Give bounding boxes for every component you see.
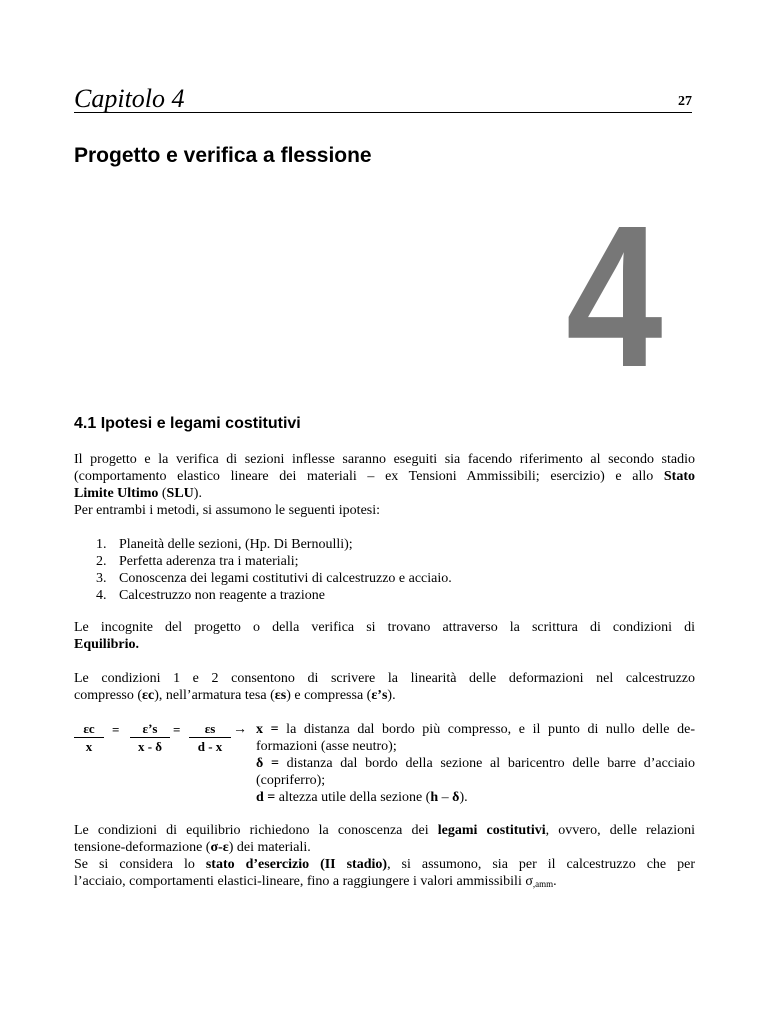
definition-x-line-2: formazioni (asse neutro); bbox=[256, 739, 397, 754]
epsilon-s-prime-symbol: ε’s bbox=[371, 688, 388, 703]
conditions-line-2: compresso (εc), nell’armatura tesa (εs) e compressa (ε’s). bbox=[74, 688, 396, 703]
epsilon-c-symbol: εc bbox=[142, 688, 155, 703]
equals-sign-2: = bbox=[173, 722, 181, 737]
fraction-3-denominator: d - x bbox=[197, 739, 223, 754]
section-heading: 4.1 Ipotesi e legami costitutivi bbox=[74, 415, 301, 432]
fraction-3 bbox=[189, 721, 231, 754]
fraction-2 bbox=[130, 721, 170, 754]
intro-line-4: Per entrambi i metodi, si assumono le seguenti ipotesi: bbox=[74, 503, 381, 518]
unknowns-paragraph bbox=[74, 619, 695, 653]
epsilon-s-symbol: εs bbox=[274, 688, 287, 703]
list-item: 4. Calcestruzzo non reagente a trazione bbox=[96, 588, 326, 603]
fraction-1 bbox=[74, 721, 104, 754]
fraction-2-numerator: ε’s bbox=[130, 721, 170, 738]
unknowns-line-2: Equilibrio. bbox=[74, 637, 139, 652]
chapter-number-graphic: 4 bbox=[566, 183, 660, 409]
page-header bbox=[74, 86, 692, 113]
intro-line-3: Limite Ultimo (SLU). bbox=[74, 486, 202, 501]
list-item: 2. Perfetta aderenza tra i materiali; bbox=[96, 554, 299, 569]
list-item: 1. Planeità delle sezioni, (Hp. Di Bernoulli); bbox=[96, 537, 353, 552]
definition-delta-line-2: (copriferro); bbox=[256, 773, 326, 788]
conditions-paragraph bbox=[74, 670, 695, 704]
unknowns-line-1: Le incognite del progetto o della verifica si trovano attraverso la scrittura di condizioni di bbox=[74, 620, 695, 635]
page-number: 27 bbox=[678, 94, 692, 109]
list-item: 3. Conoscenza dei legami costitutivi di calcestruzzo e acciaio. bbox=[96, 571, 452, 586]
conditions-line-1: Le condizioni 1 e 2 consentono di scrivere la linearità delle deformazioni nel calcestruzzo bbox=[74, 671, 695, 686]
fraction-2-denominator: x - δ bbox=[137, 739, 163, 754]
equilibrium-line-4: l’acciaio, comportamenti elastici-lineare, fino a raggiungere i valori ammissibili $\sigma_{,amm}$. bbox=[74, 874, 557, 889]
intro-paragraph bbox=[74, 451, 695, 519]
intro-line-2: (comportamento elastico lineare dei materiali – ex Tensioni Ammissibili; esercizio) e allo Stato bbox=[74, 469, 695, 484]
hypotheses-list bbox=[96, 536, 452, 604]
right-arrow-icon: → bbox=[233, 722, 247, 737]
fraction-1-numerator: εc bbox=[74, 721, 104, 738]
definition-delta-line-1: δ = distanza dal bordo della sezione al baricentro delle barre d’acciaio bbox=[256, 756, 695, 771]
equilibrium-line-3: Se si considera lo stato d’esercizio (II stadio), si assumono, sia per il calcestruzzo che per bbox=[74, 857, 695, 872]
chapter-label: Capitolo 4 bbox=[74, 86, 191, 112]
equilibrium-line-1: Le condizioni di equilibrio richiedono la conoscenza dei legami costitutivi, ovvero, delle relazioni bbox=[74, 823, 695, 838]
fraction-3-numerator: εs bbox=[189, 721, 231, 738]
strain-compatibility-formula bbox=[74, 721, 256, 761]
intro-line-1: Il progetto e la verifica di sezioni inflesse saranno eseguiti sia facendo riferimento al secondo stadio bbox=[74, 452, 695, 467]
equilibrium-paragraph bbox=[74, 822, 695, 893]
definition-d-line: d = altezza utile della sezione (h – δ). bbox=[256, 790, 468, 805]
equilibrium-line-2: tensione-deformazione (σ-ε) dei materiali. bbox=[74, 840, 311, 855]
fraction-1-denominator: x bbox=[85, 739, 93, 754]
definitions-block bbox=[256, 721, 695, 806]
definition-x-line-1: x = la distanza dal bordo più compresso, e il punto di nullo delle de- bbox=[256, 722, 695, 737]
equals-sign-1: = bbox=[112, 722, 120, 737]
chapter-title: Progetto e verifica a flessione bbox=[74, 144, 372, 167]
